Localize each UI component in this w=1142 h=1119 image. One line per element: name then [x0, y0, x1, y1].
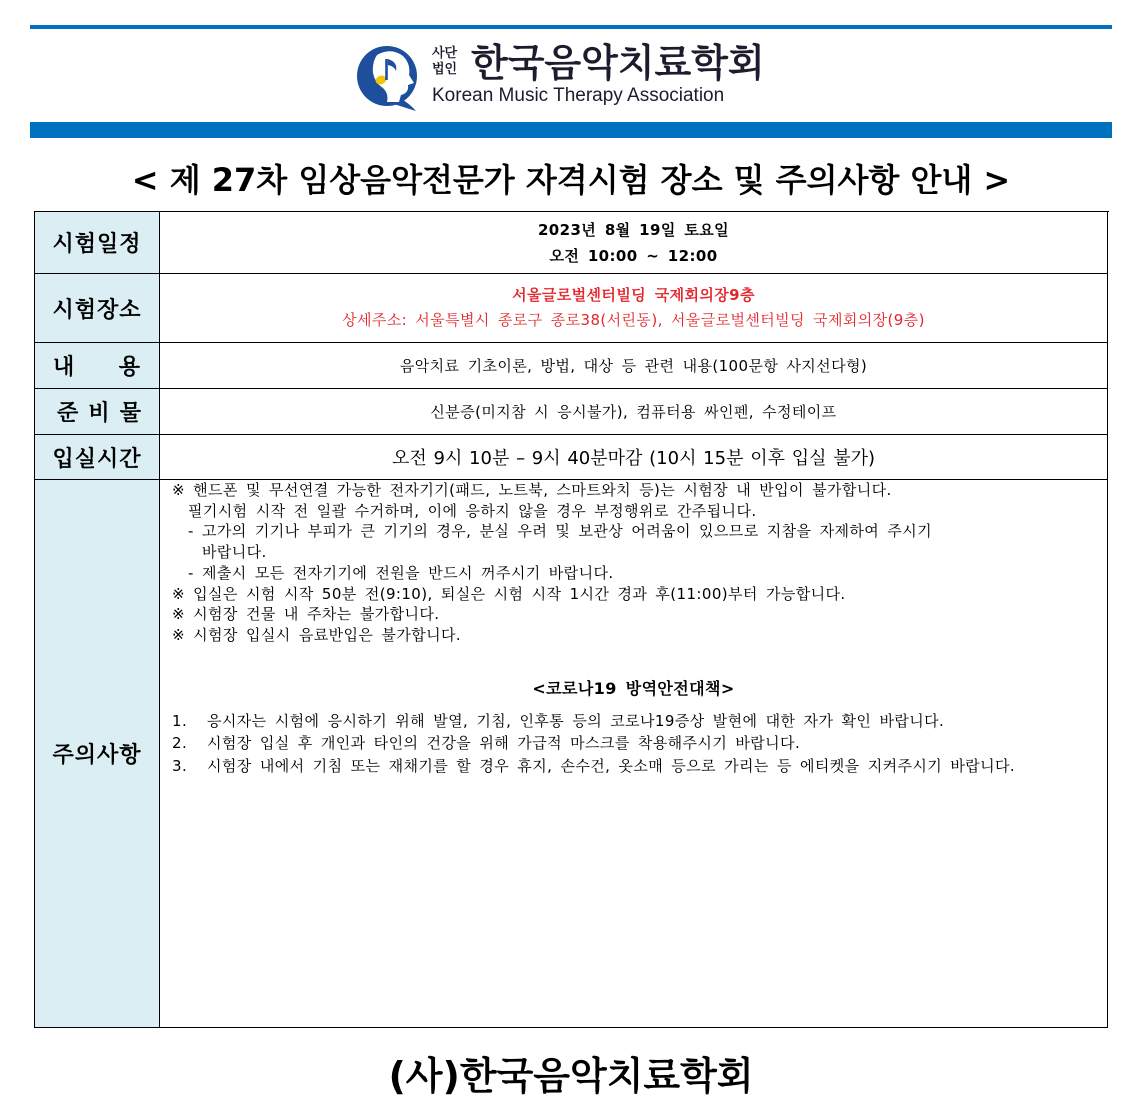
supplies-label: 준 비 물 — [57, 401, 141, 426]
logo-org-name-english: Korean Music Therapy Association — [432, 85, 725, 106]
precautions-value-cell — [160, 480, 1108, 1028]
precautions-label: 주의사항 — [52, 743, 142, 768]
list-item — [172, 732, 1095, 755]
schedule-label: 시험일정 — [52, 232, 142, 257]
list-item-number: 2. — [172, 734, 188, 753]
footer-org-name: (사)한국음악치료학회 — [388, 1054, 754, 1098]
exam-info-table — [34, 211, 1109, 1028]
list-item — [172, 755, 1095, 778]
logo-prefix-line-2: 법인 — [432, 62, 458, 77]
venue-name: 서울글로벌센터빌딩 국제회의장9층 — [512, 286, 755, 304]
list-item — [172, 710, 1095, 733]
supplies-label-cell — [35, 389, 160, 435]
content-label-cell — [35, 343, 160, 389]
notice-line: - 고가의 기기나 부피가 큰 기기의 경우, 분실 우려 및 보관상 어려움이 있으므로 지참을 자제하여 주시기 — [188, 522, 932, 541]
logo-corporation-prefix — [432, 46, 457, 78]
notice-line: ※ 입실은 시험 시작 50분 전(9:10), 퇴실은 시험 시작 1시간 경과 후(11:00)부터 가능합니다. — [172, 584, 846, 603]
entry-time-label-cell — [35, 435, 160, 480]
music-therapy-logo-icon — [356, 44, 420, 112]
schedule-date: 2023년 8월 19일 토요일 — [537, 220, 730, 239]
precautions-label-cell — [35, 480, 160, 1028]
page-title: < 제 27차 임상음악전문가 자격시험 장소 및 주의사항 안내 > — [131, 161, 1011, 199]
entry-time-value-cell — [160, 435, 1108, 480]
list-item-text: 시험장 입실 후 개인과 타인의 건강을 위해 가급적 마스크를 착용해주시기 바랍니다. — [207, 734, 801, 753]
schedule-value-cell — [160, 212, 1108, 274]
content-value-cell — [160, 343, 1108, 389]
covid-measures-list — [172, 710, 1095, 778]
schedule-label-cell — [35, 212, 160, 274]
venue-label: 시험장소 — [52, 297, 142, 323]
schedule-time: 오전 10:00 ~ 12:00 — [549, 246, 718, 265]
logo-prefix-line-1: 사단 — [432, 46, 458, 61]
notice-line: - 제출시 모든 전자기기에 전원을 반드시 꺼주시기 바랍니다. — [188, 563, 614, 582]
notice-line: 필기시험 시작 전 일괄 수거하며, 이에 응하지 않을 경우 부정행위로 간주됩니다. — [188, 501, 757, 520]
header-top-rule — [30, 25, 1112, 29]
supplies-value-cell — [160, 389, 1108, 435]
list-item-number: 1. — [172, 711, 188, 730]
venue-address: 상세주소: 서울특별시 종로구 종로38(서린동), 서울글로벌센터빌딩 국제회의장(9층) — [342, 311, 925, 329]
logo-org-name-korean: 한국음악치료학회 — [471, 41, 765, 85]
content-value: 음악치료 기초이론, 방법, 대상 등 관련 내용(100문항 사지선다형) — [399, 357, 868, 375]
list-item-number: 3. — [172, 756, 188, 775]
content-label: 내 용 — [53, 355, 140, 380]
notice-line: ※ 시험장 입실시 음료반입은 불가합니다. — [172, 625, 462, 644]
covid-measures-heading: <코로나19 방역안전대책> — [532, 678, 735, 698]
list-item-text: 응시자는 시험에 응시하기 위해 발열, 기침, 인후통 등의 코로나19증상 발현에 대한 자가 확인 바랍니다. — [207, 711, 945, 730]
logo-icon-graphic — [356, 44, 420, 112]
venue-value-cell — [160, 274, 1108, 343]
list-item-text: 시험장 내에서 기침 또는 재채기를 할 경우 휴지, 손수건, 옷소매 등으로 가리는 등 에티켓을 지켜주시기 바랍니다. — [207, 756, 1016, 775]
notice-line: ※ 핸드폰 및 무선연결 가능한 전자기기(패드, 노트북, 스마트와치 등)는 시험장 내 반입이 불가합니다. — [172, 481, 892, 499]
notice-line: 바랍니다. — [202, 543, 267, 562]
entry-time-value: 오전 9시 10분 – 9시 40분마감 (10시 15분 이후 입실 불가) — [392, 448, 875, 469]
precautions-body — [160, 480, 1107, 777]
venue-label-cell — [35, 274, 160, 343]
supplies-value: 신분증(미지참 시 응시불가), 컴퓨터용 싸인펜, 수정테이프 — [430, 403, 837, 421]
header-bottom-bar — [30, 122, 1112, 138]
notice-line: ※ 시험장 건물 내 주차는 불가합니다. — [172, 605, 440, 624]
entry-time-label: 입실시간 — [52, 446, 142, 472]
